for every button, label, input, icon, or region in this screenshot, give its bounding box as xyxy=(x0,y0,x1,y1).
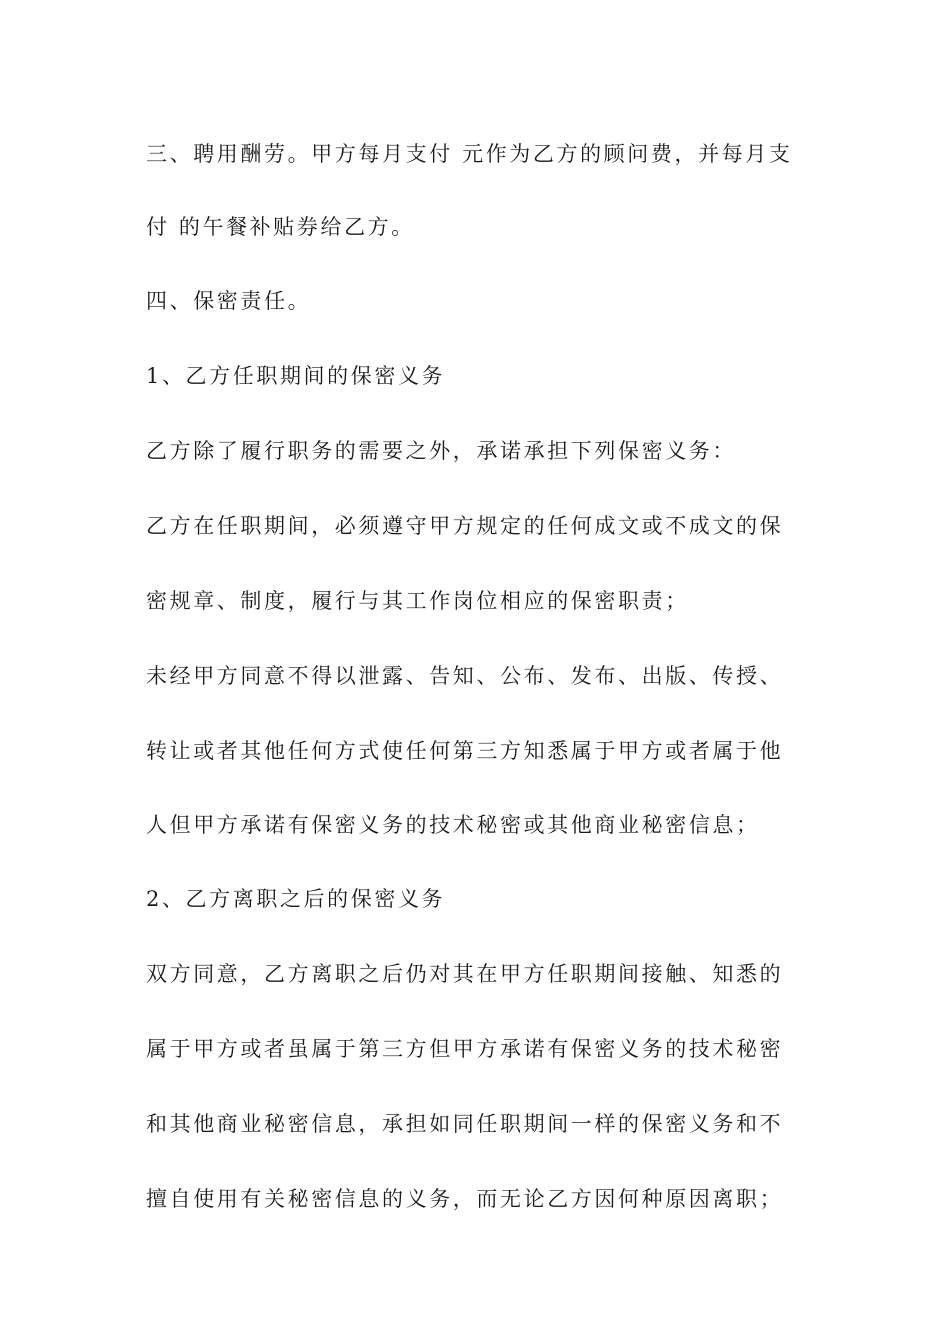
subsection-heading: 1、乙方任职期间的保密义务 xyxy=(146,364,446,388)
paragraph-line: 三、聘用酬劳。甲方每月支付 元作为乙方的顾问费，并每月支 xyxy=(146,142,793,166)
section-heading: 四、保密责任。 xyxy=(146,289,312,313)
paragraph-line: 人但甲方承诺有保密义务的技术秘密或其他商业秘密信息； xyxy=(146,813,760,837)
paragraph-line: 乙方除了履行职务的需要之外，承诺承担下列保密义务： xyxy=(146,439,736,463)
paragraph-line: 和其他商业秘密信息，承担如同任职期间一样的保密义务和不 xyxy=(146,1112,784,1136)
paragraph-line: 擅自使用有关秘密信息的义务，而无论乙方因何种原因离职； xyxy=(146,1187,784,1211)
paragraph-line: 密规章、制度，履行与其工作岗位相应的保密职责； xyxy=(146,589,689,613)
paragraph-line: 转让或者其他任何方式使任何第三方知悉属于甲方或者属于他 xyxy=(146,739,784,763)
paragraph-line: 付 的午餐补贴券给乙方。 xyxy=(146,215,415,239)
paragraph-line: 属于甲方或者虽属于第三方但甲方承诺有保密义务的技术秘密 xyxy=(146,1037,784,1061)
paragraph-line: 乙方在任职期间，必须遵守甲方规定的任何成文或不成文的保 xyxy=(146,514,784,538)
paragraph-line: 未经甲方同意不得以泄露、告知、公布、发布、出版、传授、 xyxy=(146,664,784,688)
paragraph-line: 双方同意，乙方离职之后仍对其在甲方任职期间接触、知悉的 xyxy=(146,962,784,986)
subsection-heading: 2、乙方离职之后的保密义务 xyxy=(146,887,446,911)
